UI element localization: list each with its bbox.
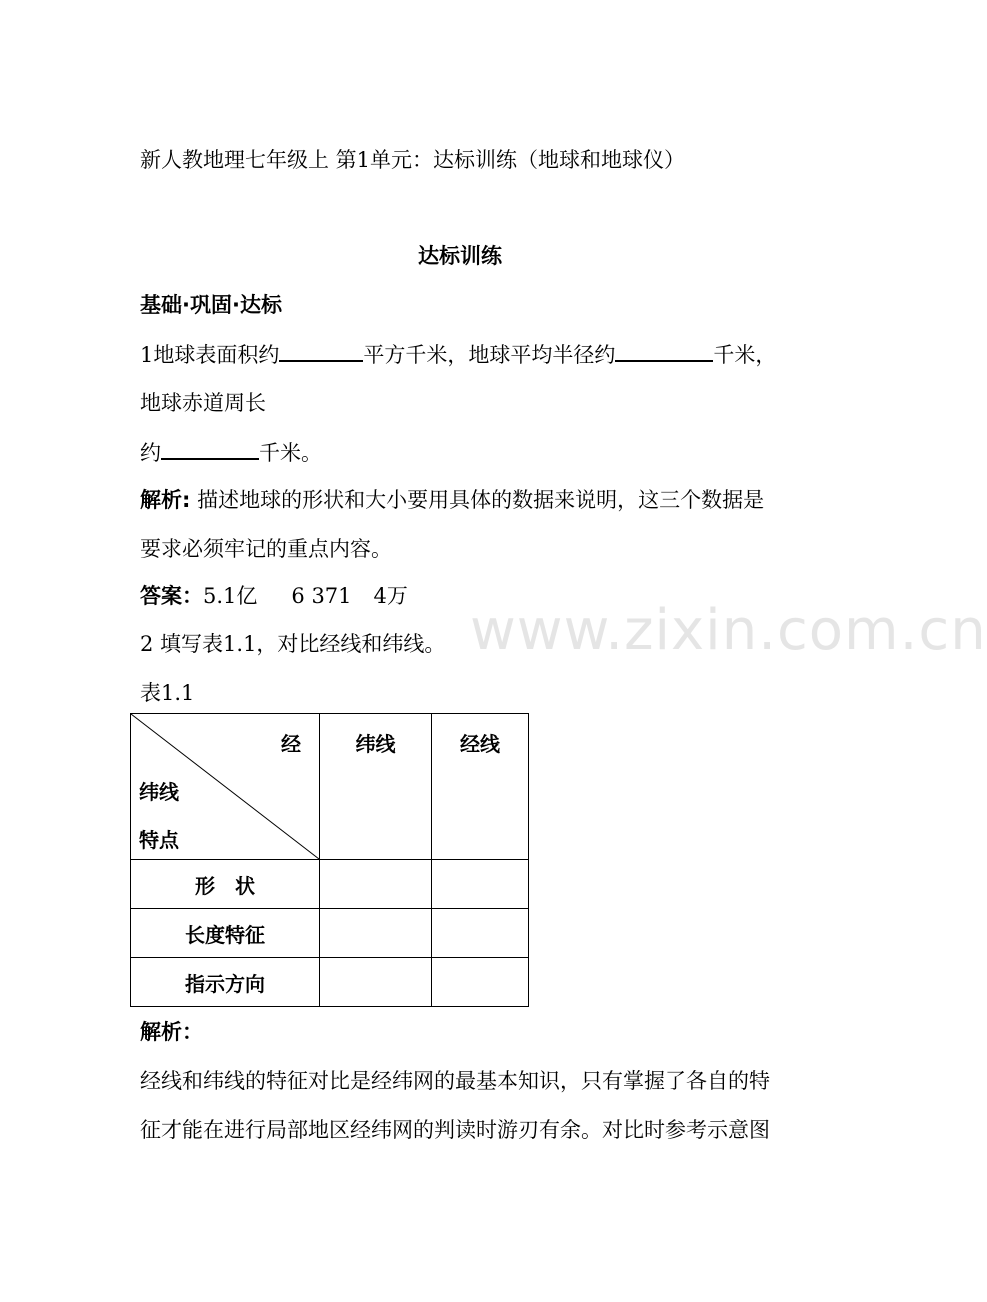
- section-title: 达标训练: [418, 244, 502, 268]
- q1-answer-3: 4万: [373, 584, 408, 608]
- q1-text-2: 平方千米，地球平均半径约: [363, 343, 616, 367]
- row-label-shape: 形 状: [131, 860, 320, 909]
- question-1-line-1: [140, 340, 776, 369]
- q1-text-5: 千米。: [259, 441, 322, 465]
- q1-text-4: 约: [140, 441, 161, 465]
- corner-label-bottom: 特点: [139, 828, 179, 852]
- table-input-cell[interactable]: [432, 860, 529, 909]
- table-corner-cell: [131, 714, 320, 860]
- q1-text-3: 千米，: [713, 343, 777, 367]
- q2-analysis-label: 解析：: [140, 1020, 203, 1044]
- table-row: [131, 909, 529, 958]
- q1-answer-2: 6 371: [291, 584, 352, 608]
- table-input-cell[interactable]: [432, 958, 529, 1007]
- table-input-cell[interactable]: [320, 860, 432, 909]
- table-input-cell[interactable]: [320, 909, 432, 958]
- document-title: 新人教地理七年级上 第1单元：达标训练（地球和地球仪）: [140, 148, 686, 172]
- q1-text-1: 1地球表面积约: [140, 343, 280, 367]
- corner-label-mid: 纬线: [139, 780, 179, 804]
- column-header-latitude: 纬线: [320, 714, 432, 860]
- q1-answer-line: [140, 582, 408, 610]
- column-header-longitude: 经线: [432, 714, 529, 860]
- row-label-length: 长度特征: [131, 909, 320, 958]
- row-label-direction: 指示方向: [131, 958, 320, 1007]
- q1-answer-label: 答案：: [140, 584, 203, 608]
- table-row: [131, 958, 529, 1007]
- q1-analysis-text: 描述地球的形状和大小要用具体的数据来说明，这三个数据是: [197, 488, 765, 512]
- q1-answer-1: 5.1亿: [203, 584, 258, 608]
- question-2-prompt: 2 填写表1.1，对比经线和纬线。: [140, 632, 446, 656]
- table-row: [131, 860, 529, 909]
- q1-blank-2[interactable]: [615, 340, 713, 362]
- table-input-cell[interactable]: [432, 909, 529, 958]
- section-subtitle: 基础·巩固·达标: [140, 293, 282, 317]
- question-1-line-3: [140, 438, 322, 467]
- q2-analysis-line-1: 经线和纬线的特征对比是经纬网的最基本知识，只有掌握了各自的特: [140, 1069, 770, 1093]
- q1-blank-1[interactable]: [279, 340, 363, 362]
- table-header-row: [131, 714, 529, 860]
- q1-analysis-line-2: 要求必须牢记的重点内容。: [140, 537, 392, 561]
- q2-analysis-line-2: 征才能在进行局部地区经纬网的判读时游刃有余。对比时参考示意图: [140, 1118, 770, 1142]
- q1-analysis-line-1: [140, 486, 764, 514]
- q1-blank-3[interactable]: [161, 438, 259, 460]
- corner-label-top: 经: [281, 732, 301, 756]
- q1-analysis-label: 解析:: [140, 488, 191, 512]
- table-caption: 表1.1: [140, 681, 195, 705]
- watermark-text: www.zixin.com.cn: [470, 598, 987, 663]
- comparison-table: [130, 713, 529, 1007]
- table-input-cell[interactable]: [320, 958, 432, 1007]
- question-1-line-2: 地球赤道周长: [140, 391, 266, 415]
